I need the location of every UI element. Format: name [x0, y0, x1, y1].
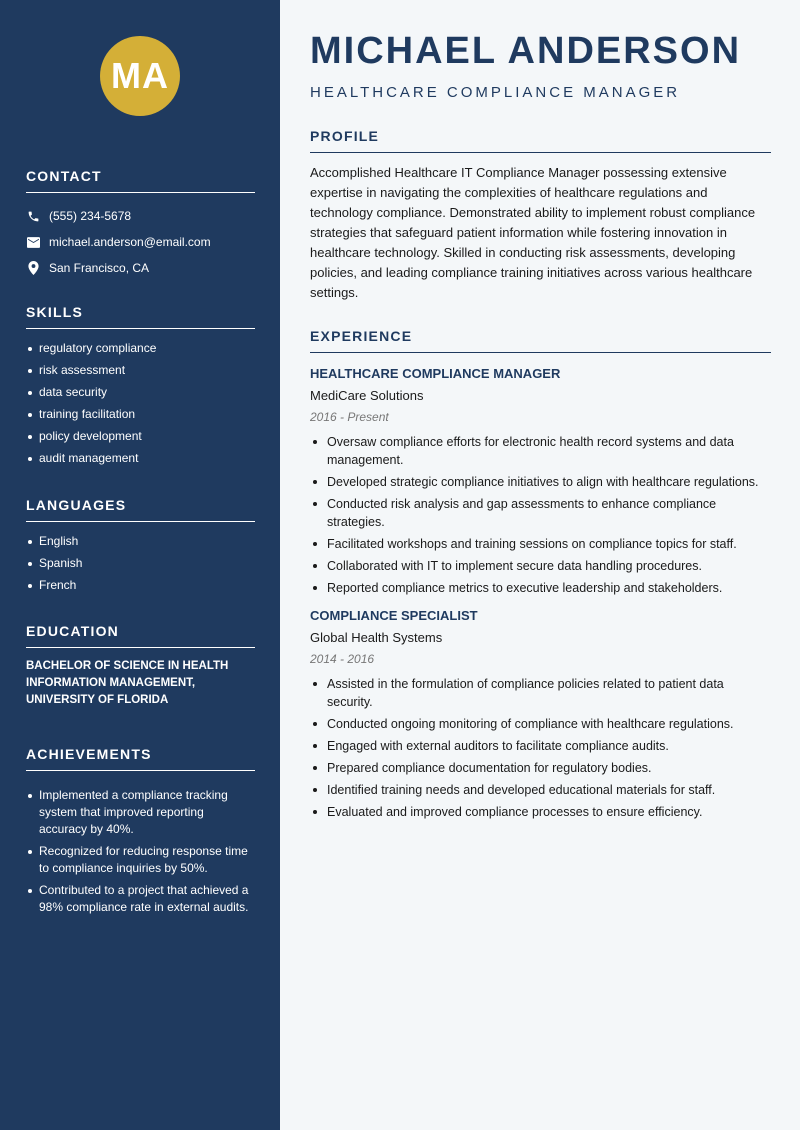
job-bullet: Collaborated with IT to implement secure data handling procedures.	[310, 557, 771, 575]
achievements-section	[26, 746, 255, 921]
job-bullets	[310, 433, 771, 597]
achievements-heading: ACHIEVEMENTS	[26, 746, 255, 771]
contact-section	[26, 168, 255, 281]
language-item: French	[26, 577, 255, 594]
job-bullet: Conducted risk analysis and gap assessments to enhance compliance strategies.	[310, 495, 771, 531]
language-item: Spanish	[26, 555, 255, 572]
phone-icon	[26, 209, 40, 223]
sidebar	[0, 0, 280, 1130]
contact-heading: CONTACT	[26, 168, 255, 193]
email-icon	[26, 235, 40, 249]
job-bullet: Developed strategic compliance initiatives to align with healthcare regulations.	[310, 473, 771, 491]
job-bullets	[310, 675, 771, 821]
achievement-item: Implemented a compliance tracking system that improved reporting accuracy by 40%.	[26, 787, 255, 838]
language-item: English	[26, 533, 255, 550]
job-dates: 2014 - 2016	[310, 652, 375, 666]
skill-item: risk assessment	[26, 362, 255, 379]
contact-location	[26, 255, 255, 281]
contact-phone	[26, 203, 255, 229]
achievements-list	[26, 787, 255, 916]
job-bullet: Engaged with external auditors to facilitate compliance audits.	[310, 737, 771, 755]
candidate-name: MICHAEL ANDERSON	[310, 30, 742, 72]
job-title: COMPLIANCE SPECIALIST	[310, 608, 478, 623]
achievement-item: Contributed to a project that achieved a 98% compliance rate in external audits.	[26, 882, 255, 916]
skill-item: training facilitation	[26, 406, 255, 423]
experience-heading: EXPERIENCE	[310, 328, 771, 353]
job-bullet: Assisted in the formulation of compliance policies related to patient data security.	[310, 675, 771, 711]
job-bullet: Evaluated and improved compliance processes to ensure efficiency.	[310, 803, 771, 821]
job-entry	[310, 365, 771, 597]
profile-text: Accomplished Healthcare IT Compliance Manager possessing extensive expertise in navigating the complexities of healthcare regulations and technology compliance. Demonstrated ability to implement robust compliance strategies that safeguard patient information while fostering innovation in healthcare technology. Skilled in conducting risk assessments, developing policies, and leading compliance training initiatives across various healthcare settings.	[310, 165, 756, 300]
profile-section	[310, 128, 771, 303]
job-dates: 2016 - Present	[310, 410, 389, 424]
skill-item: audit management	[26, 450, 255, 467]
job-bullet: Identified training needs and developed educational materials for staff.	[310, 781, 771, 799]
languages-heading: LANGUAGES	[26, 497, 255, 522]
skills-list	[26, 340, 255, 467]
skill-item: policy development	[26, 428, 255, 445]
education-section	[26, 623, 255, 709]
location-pin-icon	[26, 261, 40, 275]
job-title: HEALTHCARE COMPLIANCE MANAGER	[310, 366, 561, 381]
job-company: Global Health Systems	[310, 630, 443, 645]
job-company: MediCare Solutions	[310, 388, 424, 403]
contact-list	[26, 203, 255, 281]
contact-email	[26, 229, 255, 255]
education-degree: BACHELOR OF SCIENCE IN HEALTH INFORMATION MANAGEMENT, UNIVERSITY OF FLORIDA	[26, 660, 229, 706]
job-bullet: Reported compliance metrics to executive leadership and stakeholders.	[310, 579, 771, 597]
job-bullet: Conducted ongoing monitoring of compliance with healthcare regulations.	[310, 715, 771, 733]
job-bullet: Prepared compliance documentation for regulatory bodies.	[310, 759, 771, 777]
contact-phone-text: (555) 234-5678	[49, 209, 132, 223]
profile-heading: PROFILE	[310, 128, 771, 153]
languages-list	[26, 533, 255, 594]
avatar: MA	[100, 36, 180, 116]
achievement-item: Recognized for reducing response time to compliance inquiries by 50%.	[26, 843, 255, 877]
skill-item: data security	[26, 384, 255, 401]
skills-heading: SKILLS	[26, 304, 255, 329]
skill-item: regulatory compliance	[26, 340, 255, 357]
skills-section	[26, 304, 255, 472]
education-heading: EDUCATION	[26, 623, 255, 648]
main-content	[280, 0, 800, 1130]
job-entry	[310, 607, 771, 821]
contact-email-text: michael.anderson@email.com	[49, 235, 211, 249]
job-bullet: Oversaw compliance efforts for electronic health record systems and data management.	[310, 433, 771, 469]
candidate-title: HEALTHCARE COMPLIANCE MANAGER	[310, 84, 681, 101]
experience-section	[310, 328, 771, 825]
job-bullet: Facilitated workshops and training sessions on compliance topics for staff.	[310, 535, 771, 553]
contact-location-text: San Francisco, CA	[49, 261, 150, 275]
languages-section	[26, 497, 255, 599]
